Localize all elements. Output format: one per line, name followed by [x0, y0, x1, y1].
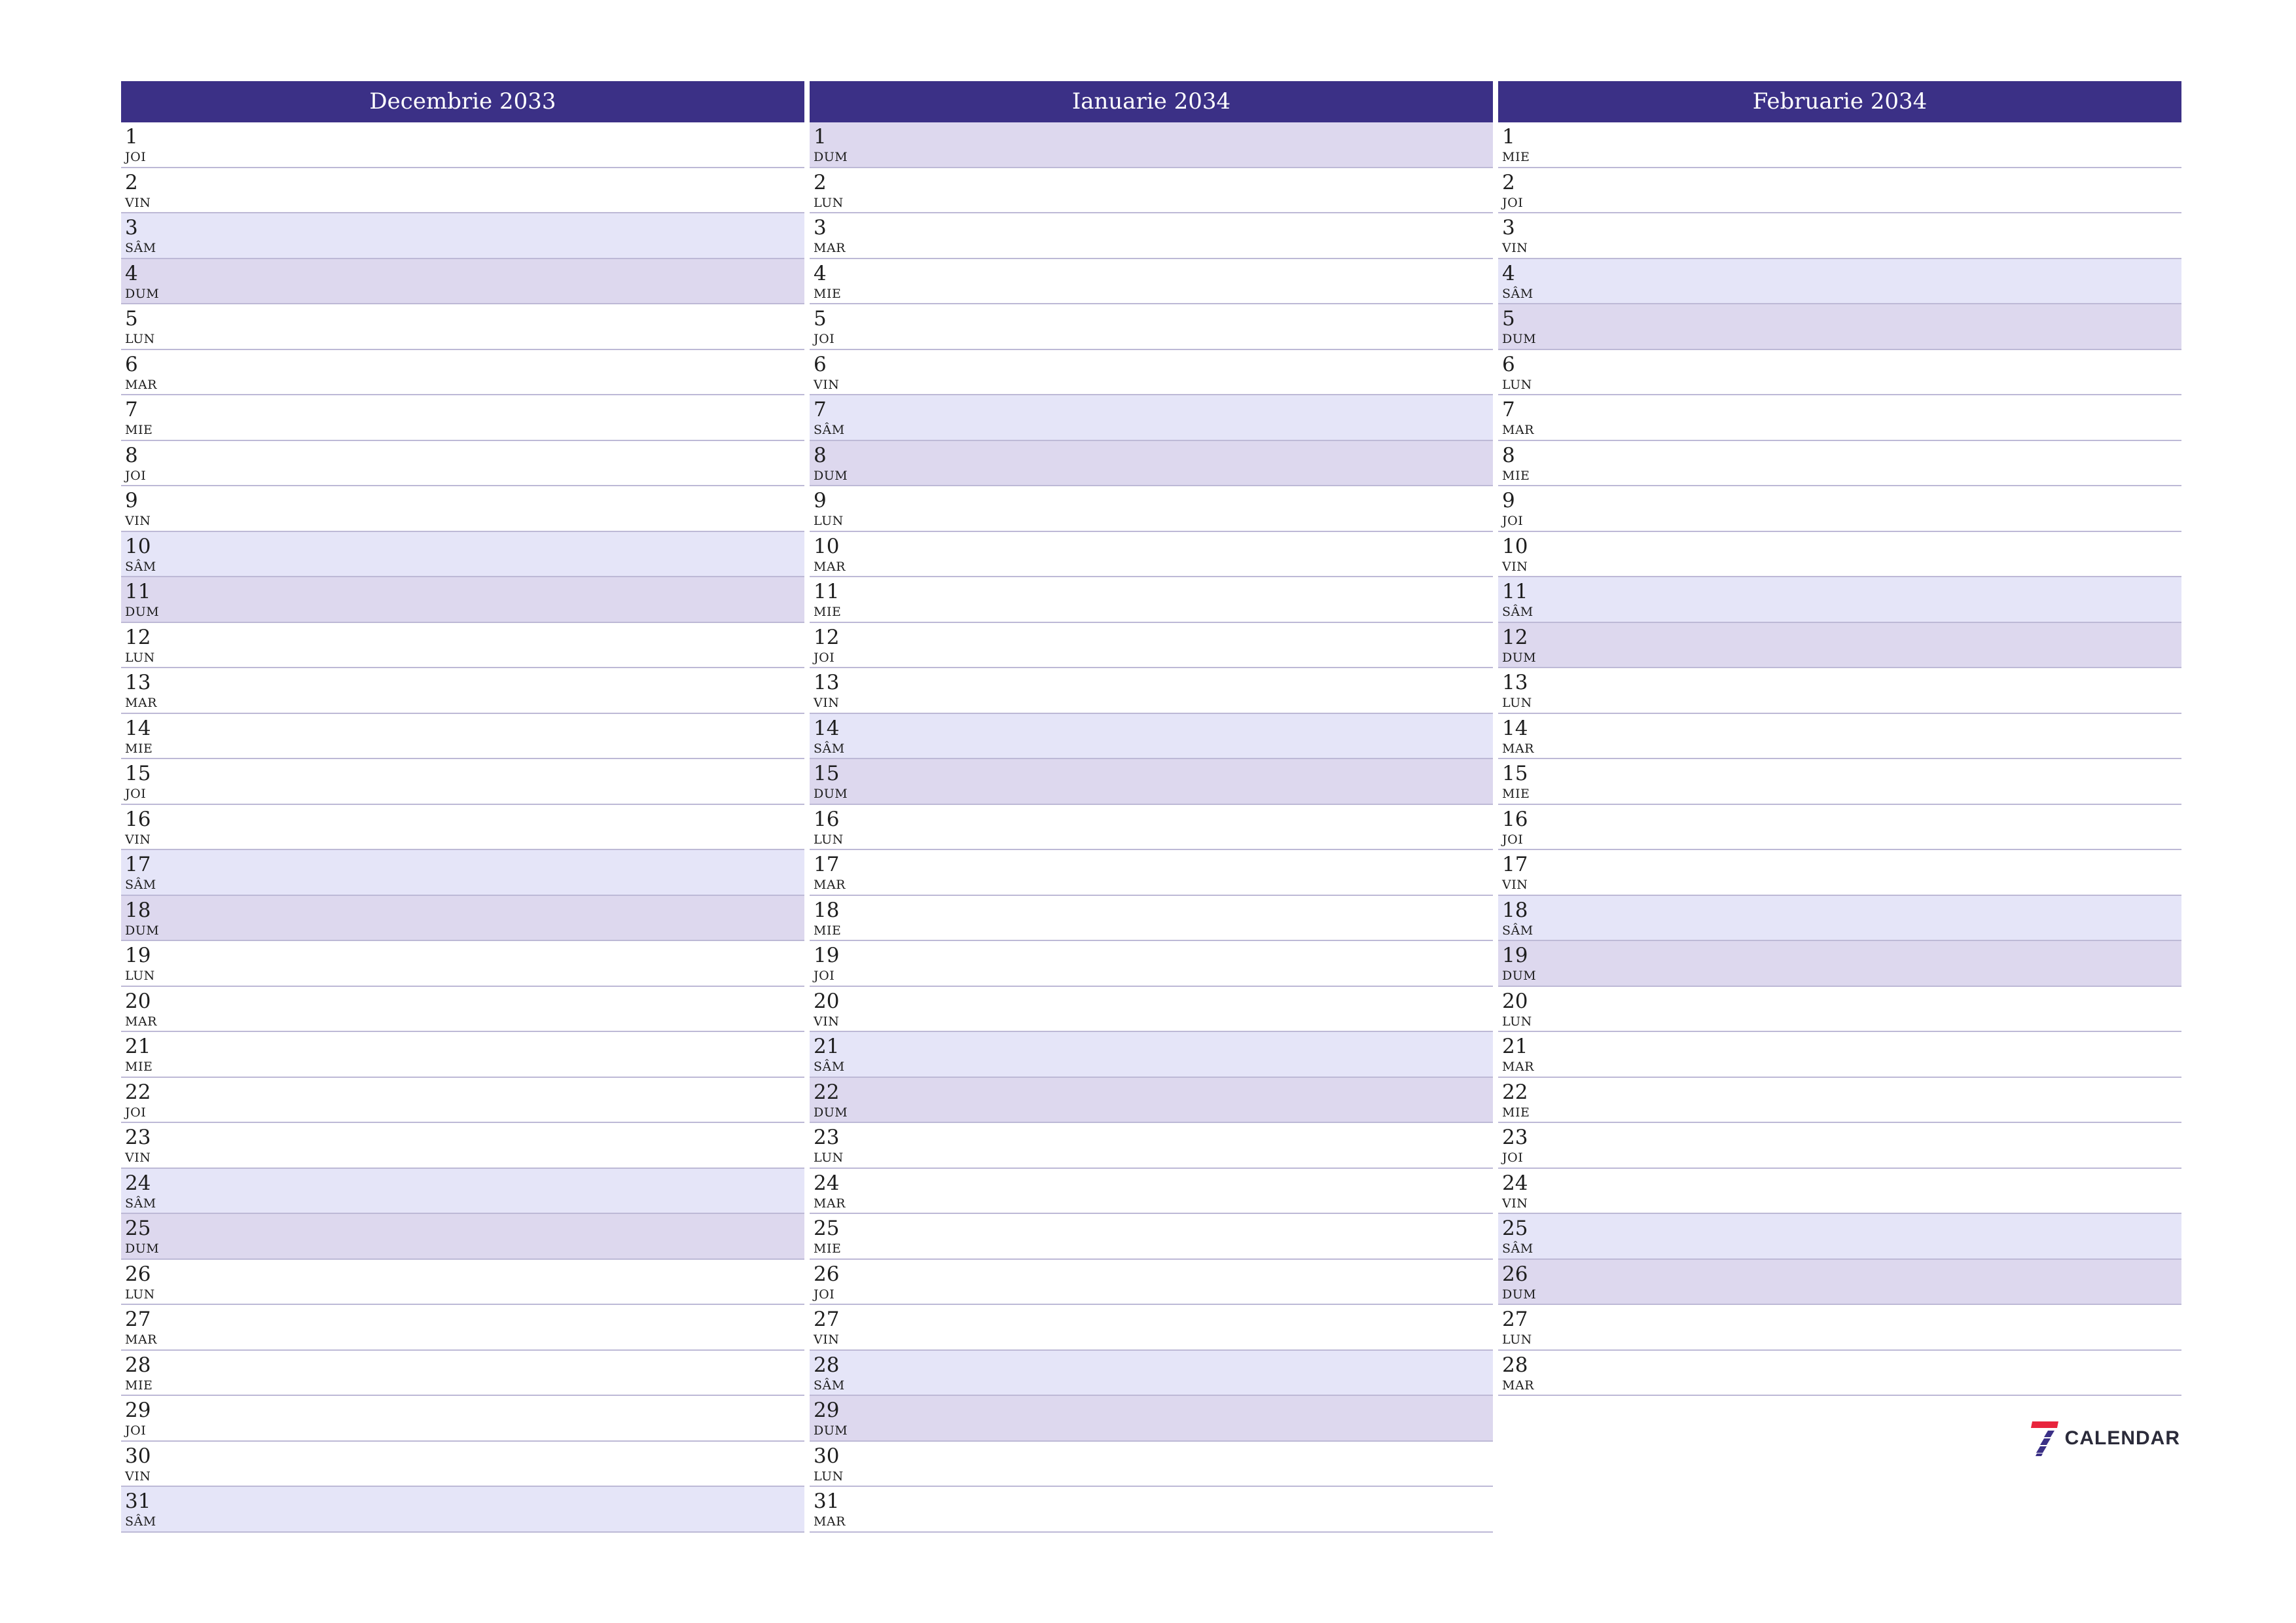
- day-row[interactable]: [121, 896, 804, 942]
- weekday-label: MIE: [125, 1060, 153, 1074]
- seven-stripes-icon: [2031, 1420, 2060, 1457]
- brand-logo[interactable]: [2031, 1420, 2180, 1457]
- day-number: 1: [1502, 125, 1515, 149]
- day-row[interactable]: [121, 1169, 804, 1215]
- day-number: 2: [125, 170, 138, 194]
- day-number: 13: [1502, 671, 1528, 694]
- day-row[interactable]: [1498, 987, 2181, 1033]
- weekday-label: DUM: [1502, 332, 1537, 346]
- day-number: 20: [814, 989, 840, 1013]
- weekday-label: SÂM: [125, 1514, 156, 1529]
- day-number: 5: [1502, 307, 1515, 330]
- weekday-label: DUM: [1502, 650, 1537, 665]
- day-row[interactable]: [121, 805, 804, 851]
- day-row[interactable]: [810, 441, 1493, 487]
- day-number: 16: [125, 807, 151, 831]
- day-number: 6: [1502, 352, 1515, 376]
- weekday-label: MAR: [1502, 423, 1534, 437]
- weekday-label: LUN: [125, 332, 155, 346]
- day-number: 26: [125, 1262, 151, 1286]
- day-number: 28: [125, 1353, 151, 1377]
- weekday-label: JOI: [1502, 832, 1524, 847]
- day-row[interactable]: [1498, 714, 2181, 760]
- day-number: 23: [125, 1126, 151, 1149]
- weekday-label: DUM: [125, 1241, 160, 1256]
- day-number: 15: [814, 762, 840, 785]
- weekday-label: SÂM: [1502, 286, 1534, 301]
- day-row[interactable]: [810, 1214, 1493, 1260]
- day-number: 21: [814, 1035, 840, 1058]
- weekday-label: JOI: [1502, 1150, 1524, 1165]
- weekday-label: VIN: [814, 696, 840, 710]
- day-number: 27: [1502, 1308, 1528, 1331]
- day-number: 22: [1502, 1080, 1528, 1104]
- day-row[interactable]: [810, 668, 1493, 714]
- day-row[interactable]: [810, 350, 1493, 396]
- weekday-label: LUN: [814, 832, 844, 847]
- day-row[interactable]: [1498, 896, 2181, 942]
- weekday-label: DUM: [125, 605, 160, 619]
- day-row[interactable]: [1498, 1260, 2181, 1306]
- day-number: 11: [814, 580, 840, 603]
- day-row[interactable]: [121, 168, 804, 214]
- day-number: 17: [125, 853, 151, 876]
- weekday-label: DUM: [125, 923, 160, 938]
- weekday-label: DUM: [814, 150, 848, 164]
- day-number: 18: [814, 898, 840, 922]
- day-number: 8: [125, 443, 138, 467]
- day-number: 23: [1502, 1126, 1528, 1149]
- day-number: 17: [1502, 853, 1528, 876]
- weekday-label: DUM: [814, 1105, 848, 1120]
- day-number: 19: [125, 944, 151, 967]
- weekday-label: LUN: [1502, 696, 1532, 710]
- weekday-label: DUM: [814, 1423, 848, 1438]
- weekday-label: VIN: [125, 832, 151, 847]
- day-row[interactable]: [1498, 1032, 2181, 1078]
- day-number: 13: [125, 671, 151, 694]
- day-number: 12: [814, 625, 840, 649]
- day-row[interactable]: [121, 1214, 804, 1260]
- day-row[interactable]: [810, 577, 1493, 623]
- day-number: 8: [1502, 443, 1515, 467]
- day-row[interactable]: [121, 213, 804, 259]
- weekday-label: LUN: [814, 1469, 844, 1484]
- month-column-december-2033: [121, 81, 804, 1533]
- day-row[interactable]: [810, 395, 1493, 441]
- day-row[interactable]: [810, 1123, 1493, 1169]
- day-row[interactable]: [121, 532, 804, 578]
- weekday-label: JOI: [125, 1423, 147, 1438]
- day-row[interactable]: [1498, 395, 2181, 441]
- day-row[interactable]: [1498, 122, 2181, 168]
- day-row[interactable]: [810, 759, 1493, 805]
- day-number: 15: [125, 762, 151, 785]
- day-number: 1: [125, 125, 138, 149]
- day-list: [810, 122, 1493, 1533]
- day-number: 3: [814, 216, 827, 240]
- day-row[interactable]: [810, 1169, 1493, 1215]
- day-row[interactable]: [810, 122, 1493, 168]
- day-number: 15: [1502, 762, 1528, 785]
- weekday-label: MAR: [814, 241, 846, 255]
- day-row[interactable]: [121, 941, 804, 987]
- day-number: 25: [814, 1217, 840, 1240]
- weekday-label: MAR: [814, 559, 846, 574]
- day-number: 5: [125, 307, 138, 330]
- weekday-label: SÂM: [814, 423, 845, 437]
- day-row[interactable]: [121, 1351, 804, 1397]
- day-row[interactable]: [810, 1442, 1493, 1488]
- day-row[interactable]: [810, 486, 1493, 532]
- day-row[interactable]: [810, 1396, 1493, 1442]
- day-row[interactable]: [1498, 350, 2181, 396]
- day-row[interactable]: [1498, 532, 2181, 578]
- day-row[interactable]: [121, 350, 804, 396]
- day-row[interactable]: [1498, 805, 2181, 851]
- day-number: 6: [125, 352, 138, 376]
- weekday-label: VIN: [1502, 559, 1528, 574]
- day-number: 13: [814, 671, 840, 694]
- day-row[interactable]: [810, 1032, 1493, 1078]
- day-row[interactable]: [121, 304, 804, 350]
- day-row[interactable]: [1498, 850, 2181, 896]
- day-number: 30: [125, 1444, 151, 1468]
- day-row[interactable]: [810, 532, 1493, 578]
- day-number: 31: [814, 1489, 840, 1513]
- weekday-label: JOI: [125, 1105, 147, 1120]
- day-number: 21: [125, 1035, 151, 1058]
- weekday-label: MIE: [1502, 150, 1530, 164]
- weekday-label: SÂM: [1502, 605, 1534, 619]
- day-row[interactable]: [121, 122, 804, 168]
- weekday-label: SÂM: [125, 878, 156, 892]
- day-number: 4: [814, 261, 827, 285]
- day-row[interactable]: [121, 395, 804, 441]
- day-number: 20: [1502, 989, 1528, 1013]
- day-row[interactable]: [1498, 259, 2181, 305]
- day-number: 5: [814, 307, 827, 330]
- day-number: 4: [125, 261, 138, 285]
- weekday-label: VIN: [1502, 878, 1528, 892]
- day-row[interactable]: [1498, 441, 2181, 487]
- day-number: 2: [1502, 170, 1515, 194]
- weekday-label: MIE: [814, 1241, 842, 1256]
- day-number: 10: [125, 534, 151, 558]
- day-number: 16: [814, 807, 840, 831]
- day-row[interactable]: [1498, 1169, 2181, 1215]
- day-row[interactable]: [121, 623, 804, 669]
- day-row[interactable]: [121, 850, 804, 896]
- day-row[interactable]: [121, 1123, 804, 1169]
- month-title: Ianuarie 2034: [810, 81, 1493, 122]
- weekday-label: SÂM: [125, 1196, 156, 1211]
- weekday-label: MAR: [125, 1014, 157, 1029]
- day-number: 27: [814, 1308, 840, 1331]
- weekday-label: SÂM: [125, 241, 156, 255]
- weekday-label: JOI: [1502, 514, 1524, 528]
- weekday-label: MIE: [125, 423, 153, 437]
- day-number: 12: [125, 625, 151, 649]
- day-row[interactable]: [810, 168, 1493, 214]
- day-number: 14: [814, 716, 840, 740]
- weekday-label: SÂM: [814, 1378, 845, 1393]
- day-row[interactable]: [1498, 941, 2181, 987]
- day-number: 21: [1502, 1035, 1528, 1058]
- weekday-label: SÂM: [1502, 1241, 1534, 1256]
- day-row[interactable]: [1498, 1078, 2181, 1124]
- day-number: 12: [1502, 625, 1528, 649]
- day-number: 11: [125, 580, 151, 603]
- day-row[interactable]: [121, 1260, 804, 1306]
- day-row[interactable]: [121, 486, 804, 532]
- day-row[interactable]: [1498, 304, 2181, 350]
- weekday-label: LUN: [1502, 377, 1532, 392]
- day-number: 18: [1502, 898, 1528, 922]
- day-row[interactable]: [121, 259, 804, 305]
- day-number: 18: [125, 898, 151, 922]
- weekday-label: DUM: [125, 286, 160, 301]
- day-row[interactable]: [810, 714, 1493, 760]
- day-number: 26: [814, 1262, 840, 1286]
- weekday-label: DUM: [814, 468, 848, 483]
- weekday-label: VIN: [814, 377, 840, 392]
- day-number: 22: [814, 1080, 840, 1104]
- weekday-label: MAR: [125, 377, 157, 392]
- day-row[interactable]: [121, 577, 804, 623]
- day-number: 10: [1502, 534, 1528, 558]
- weekday-label: VIN: [125, 195, 151, 210]
- day-number: 14: [1502, 716, 1528, 740]
- weekday-label: JOI: [814, 969, 835, 983]
- day-number: 8: [814, 443, 827, 467]
- weekday-label: MIE: [1502, 1105, 1530, 1120]
- day-row[interactable]: [1498, 759, 2181, 805]
- day-number: 28: [1502, 1353, 1528, 1377]
- day-number: 4: [1502, 261, 1515, 285]
- weekday-label: DUM: [1502, 969, 1537, 983]
- day-row[interactable]: [810, 1260, 1493, 1306]
- weekday-label: VIN: [1502, 241, 1528, 255]
- day-number: 9: [1502, 489, 1515, 512]
- weekday-label: SÂM: [1502, 923, 1534, 938]
- weekday-label: JOI: [125, 468, 147, 483]
- day-number: 7: [125, 398, 138, 421]
- day-row[interactable]: [810, 259, 1493, 305]
- day-number: 17: [814, 853, 840, 876]
- day-row[interactable]: [810, 1351, 1493, 1397]
- day-row[interactable]: [121, 1442, 804, 1488]
- day-row[interactable]: [810, 987, 1493, 1033]
- day-number: 20: [125, 989, 151, 1013]
- day-list: [121, 122, 804, 1533]
- day-number: 3: [125, 216, 138, 240]
- day-number: 16: [1502, 807, 1528, 831]
- day-number: 25: [1502, 1217, 1528, 1240]
- weekday-label: MIE: [814, 286, 842, 301]
- weekday-label: SÂM: [814, 1060, 845, 1074]
- weekday-label: JOI: [125, 150, 147, 164]
- weekday-label: MAR: [814, 878, 846, 892]
- day-number: 9: [814, 489, 827, 512]
- day-row[interactable]: [1498, 668, 2181, 714]
- day-number: 29: [814, 1399, 840, 1422]
- month-title: Februarie 2034: [1498, 81, 2181, 122]
- day-row[interactable]: [1498, 1351, 2181, 1397]
- logo-text: CALENDAR: [2064, 1427, 2180, 1449]
- day-number: 3: [1502, 216, 1515, 240]
- day-number: 26: [1502, 1262, 1528, 1286]
- day-row[interactable]: [121, 1487, 804, 1533]
- day-number: 9: [125, 489, 138, 512]
- weekday-label: DUM: [1502, 1287, 1537, 1302]
- day-number: 1: [814, 125, 827, 149]
- weekday-label: MIE: [814, 605, 842, 619]
- weekday-label: MAR: [814, 1514, 846, 1529]
- month-title: Decembrie 2033: [121, 81, 804, 122]
- day-row[interactable]: [1498, 168, 2181, 214]
- day-row[interactable]: [121, 1032, 804, 1078]
- weekday-label: JOI: [814, 332, 835, 346]
- day-number: 7: [1502, 398, 1515, 421]
- day-number: 24: [814, 1171, 840, 1195]
- day-row[interactable]: [810, 623, 1493, 669]
- weekday-label: LUN: [125, 650, 155, 665]
- day-number: 23: [814, 1126, 840, 1149]
- weekday-label: MAR: [125, 696, 157, 710]
- day-row[interactable]: [1498, 1123, 2181, 1169]
- day-number: 19: [814, 944, 840, 967]
- weekday-label: LUN: [125, 969, 155, 983]
- weekday-label: MAR: [1502, 1060, 1534, 1074]
- day-row[interactable]: [121, 987, 804, 1033]
- day-number: 29: [125, 1399, 151, 1422]
- day-number: 10: [814, 534, 840, 558]
- day-number: 25: [125, 1217, 151, 1240]
- day-row[interactable]: [121, 1078, 804, 1124]
- weekday-label: MIE: [1502, 468, 1530, 483]
- day-row[interactable]: [810, 1487, 1493, 1533]
- day-number: 27: [125, 1308, 151, 1331]
- weekday-label: MIE: [125, 1378, 153, 1393]
- day-number: 28: [814, 1353, 840, 1377]
- day-list: [1498, 122, 2181, 1396]
- day-row[interactable]: [121, 1305, 804, 1351]
- weekday-label: VIN: [1502, 1196, 1528, 1211]
- weekday-label: LUN: [814, 195, 844, 210]
- day-row[interactable]: [810, 941, 1493, 987]
- day-row[interactable]: [810, 896, 1493, 942]
- day-row[interactable]: [1498, 213, 2181, 259]
- weekday-label: LUN: [1502, 1332, 1532, 1347]
- day-number: 6: [814, 352, 827, 376]
- day-row[interactable]: [121, 759, 804, 805]
- weekday-label: LUN: [125, 1287, 155, 1302]
- weekday-label: VIN: [814, 1332, 840, 1347]
- day-number: 24: [1502, 1171, 1528, 1195]
- day-row[interactable]: [810, 805, 1493, 851]
- day-row[interactable]: [810, 304, 1493, 350]
- weekday-label: DUM: [814, 787, 848, 801]
- weekday-label: MAR: [125, 1332, 157, 1347]
- month-column-january-2034: [810, 81, 1493, 1533]
- day-number: 14: [125, 716, 151, 740]
- day-row[interactable]: [121, 1396, 804, 1442]
- day-row[interactable]: [810, 213, 1493, 259]
- weekday-label: JOI: [814, 650, 835, 665]
- weekday-label: MAR: [1502, 741, 1534, 756]
- day-row[interactable]: [121, 668, 804, 714]
- weekday-label: MIE: [1502, 787, 1530, 801]
- weekday-label: VIN: [814, 1014, 840, 1029]
- day-row[interactable]: [121, 714, 804, 760]
- weekday-label: SÂM: [125, 559, 156, 574]
- day-number: 30: [814, 1444, 840, 1468]
- weekday-label: LUN: [814, 1150, 844, 1165]
- weekday-label: JOI: [1502, 195, 1524, 210]
- day-row[interactable]: [810, 1305, 1493, 1351]
- day-row[interactable]: [1498, 486, 2181, 532]
- weekday-label: LUN: [814, 514, 844, 528]
- day-number: 31: [125, 1489, 151, 1513]
- weekday-label: JOI: [125, 787, 147, 801]
- day-row[interactable]: [1498, 1305, 2181, 1351]
- day-row[interactable]: [1498, 577, 2181, 623]
- weekday-label: VIN: [125, 1150, 151, 1165]
- weekday-label: VIN: [125, 1469, 151, 1484]
- day-number: 11: [1502, 580, 1528, 603]
- day-row[interactable]: [121, 441, 804, 487]
- day-number: 22: [125, 1080, 151, 1104]
- weekday-label: JOI: [814, 1287, 835, 1302]
- weekday-label: SÂM: [814, 741, 845, 756]
- weekday-label: VIN: [125, 514, 151, 528]
- day-row[interactable]: [810, 1078, 1493, 1124]
- day-row[interactable]: [1498, 623, 2181, 669]
- day-number: 7: [814, 398, 827, 421]
- weekday-label: MIE: [125, 741, 153, 756]
- day-row[interactable]: [1498, 1214, 2181, 1260]
- day-number: 19: [1502, 944, 1528, 967]
- weekday-label: LUN: [1502, 1014, 1532, 1029]
- day-number: 24: [125, 1171, 151, 1195]
- month-column-february-2034: [1498, 81, 2181, 1396]
- weekday-label: MIE: [814, 923, 842, 938]
- day-number: 2: [814, 170, 827, 194]
- day-row[interactable]: [810, 850, 1493, 896]
- weekday-label: MAR: [814, 1196, 846, 1211]
- weekday-label: MAR: [1502, 1378, 1534, 1393]
